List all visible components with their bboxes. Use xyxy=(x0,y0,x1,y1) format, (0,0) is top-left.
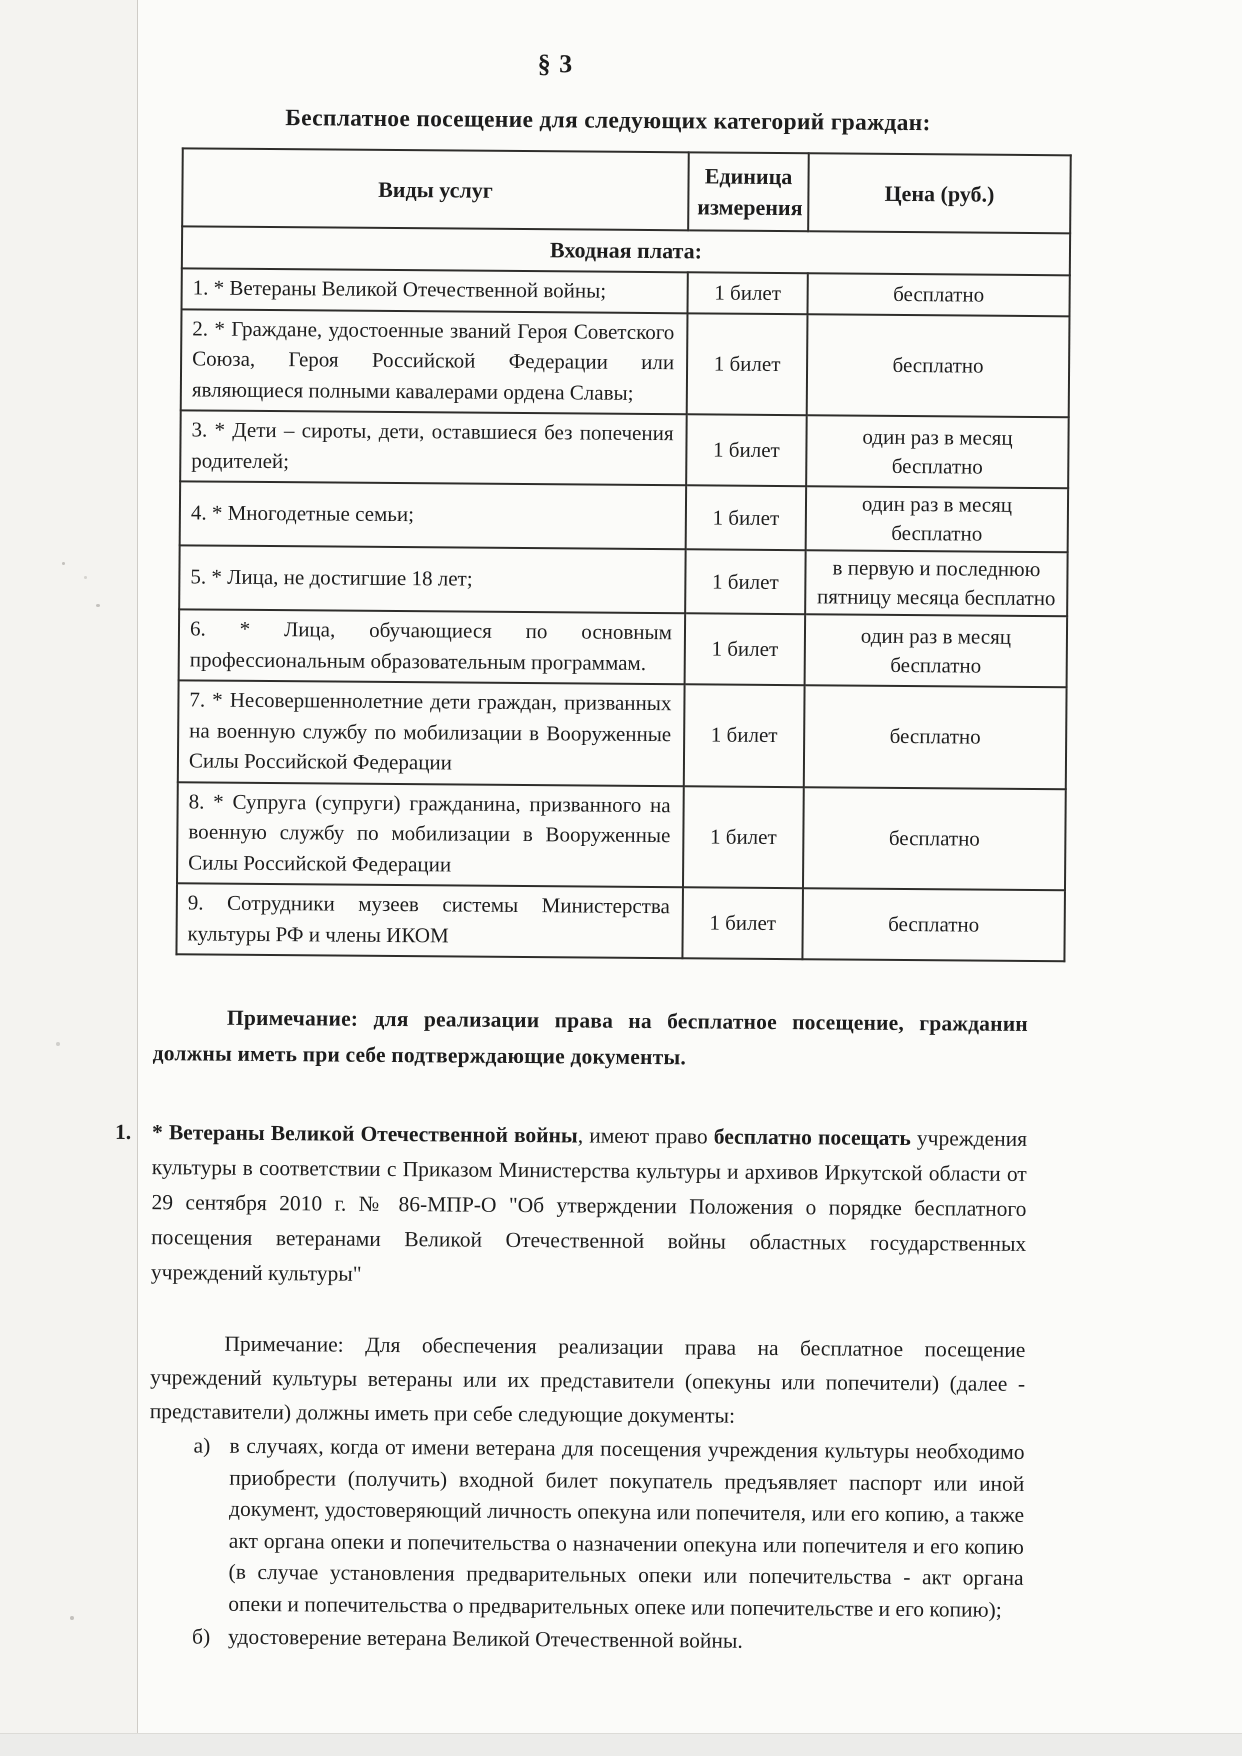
table-row xyxy=(182,268,1070,315)
list-item-1-mid: , имеют право xyxy=(577,1123,714,1149)
table-section-row xyxy=(182,226,1070,275)
unit-cell: 1 билет xyxy=(688,272,808,313)
service-cell: 6. * Лица, обучающиеся по основным профессиональным образовательным программам. xyxy=(179,609,686,684)
price-cell: бесплатно xyxy=(803,787,1066,891)
scan-bottom-band xyxy=(0,1733,1242,1756)
price-cell: один раз в месяц бесплатно xyxy=(806,486,1068,552)
table-row xyxy=(176,883,1065,961)
sub-item-label: б) xyxy=(191,1624,211,1649)
price-cell: бесплатно xyxy=(807,314,1070,418)
document-title: Бесплатное посещение для следующих категорий граждан: xyxy=(285,105,931,137)
note-regular: Примечание: Для обеспечения реализации права на бесплатное посещение учреждений культуры ветераны или их представители (опекуны или попечители) (далее - представители) должны иметь при себе следующие документы: xyxy=(149,1331,1026,1428)
service-cell: 8. * Супруга (супруги) гражданина, призванного на военную службу по мобилизации в Вооруженные Силы Российской Федерации xyxy=(177,782,684,887)
table-row xyxy=(177,782,1066,890)
table-row xyxy=(180,410,1069,488)
sub-item-text: в случаях, когда от имени ветерана для посещения учреждения культуры необходимо приобрести (получить) входной билет покупатель предъявляет паспорт или иной документ, удостоверяющий личность опекуна или попечителя, или его копию, а также акт органа опеки и попечительства о назначении опекуна или попечителя и его копию (в случае установления предварительных опеки или попечительства - акт органа опеки и попечительства о предварительных опеке или попечительстве и его копию); xyxy=(228,1433,1025,1622)
section-row-label: Входная плата: xyxy=(182,226,1070,275)
unit-cell: 1 билет xyxy=(682,887,803,959)
unit-cell: 1 билет xyxy=(684,684,805,786)
pricing-table xyxy=(175,147,1071,962)
sub-item-label: а) xyxy=(193,1433,211,1458)
table-row xyxy=(178,680,1067,788)
unit-cell: 1 билет xyxy=(685,549,805,614)
price-cell: бесплатно xyxy=(802,888,1065,961)
table-row xyxy=(179,609,1068,687)
price-cell: бесплатно xyxy=(807,273,1069,316)
service-cell: 3. * Дети – сироты, дети, оставшиеся без попечения родителей; xyxy=(180,410,687,485)
sub-item xyxy=(148,1430,1024,1626)
price-cell: в первую и последнюю пятницу месяца бесплатно xyxy=(805,550,1067,616)
list-item-1-number: 1. xyxy=(114,1119,132,1144)
unit-cell: 1 билет xyxy=(683,786,804,888)
list-item-1-mid-bold: бесплатно посещать xyxy=(713,1124,911,1151)
sub-item-text: удостоверение ветерана Великой Отечественной войны. xyxy=(227,1624,743,1653)
table-body xyxy=(176,268,1069,961)
note-bold: Примечание: для реализации права на бесплатное посещение, гражданин должны иметь при себе подтверждающие документы. xyxy=(152,1005,1029,1070)
service-cell: 9. Сотрудники музеев системы Министерства культуры РФ и члены ИКОМ xyxy=(176,883,683,958)
sub-item xyxy=(148,1621,1023,1659)
unit-cell: 1 билет xyxy=(686,485,806,550)
price-cell: один раз в месяц бесплатно xyxy=(806,415,1069,488)
column-header-price: Цена (руб.) xyxy=(808,153,1071,233)
column-header-services: Виды услуг xyxy=(182,148,689,230)
table-row xyxy=(181,309,1070,417)
service-cell: 5. * Лица, не достигшие 18 лет; xyxy=(179,545,685,613)
unit-cell: 1 билет xyxy=(685,613,806,685)
sub-item-list xyxy=(148,1430,1025,1659)
list-item-1 xyxy=(114,1115,1028,1297)
service-cell: 2. * Граждане, удостоенные званий Героя Советского Союза, Героя Российской Федерации или являющиеся полными кавалерами ордена Славы; xyxy=(181,309,688,414)
list-item-1-rest: учреждения культуры в соответствии с Приказом Министерства культуры и архивов Иркутской области от 29 сентября 2010 г. № 86-МПР-О "Об утверждении Положения о порядке бесплатного посещения ветеранами Великой Отечественной войны областных государственных учреждений культуры" xyxy=(150,1126,1028,1286)
service-cell: 1. * Ветераны Великой Отечественной войны; xyxy=(182,268,688,312)
price-cell: один раз в месяц бесплатно xyxy=(805,614,1068,687)
table-row xyxy=(180,481,1068,552)
list-item-1-lead: * Ветераны Великой Отечественной войны xyxy=(151,1120,578,1148)
price-cell: бесплатно xyxy=(804,685,1067,789)
column-header-unit: Единица измерения xyxy=(688,152,809,231)
unit-cell: 1 билет xyxy=(686,414,807,486)
table-header-row xyxy=(182,148,1071,233)
service-cell: 7. * Несовершеннолетние дети граждан, призванных на военную службу по мобилизации в Вооруженные Силы Российской Федерации xyxy=(178,680,685,785)
unit-cell: 1 билет xyxy=(687,313,808,415)
service-cell: 4. * Многодетные семьи; xyxy=(180,481,686,549)
section-mark: § 3 xyxy=(537,49,574,79)
table-row xyxy=(179,545,1067,616)
